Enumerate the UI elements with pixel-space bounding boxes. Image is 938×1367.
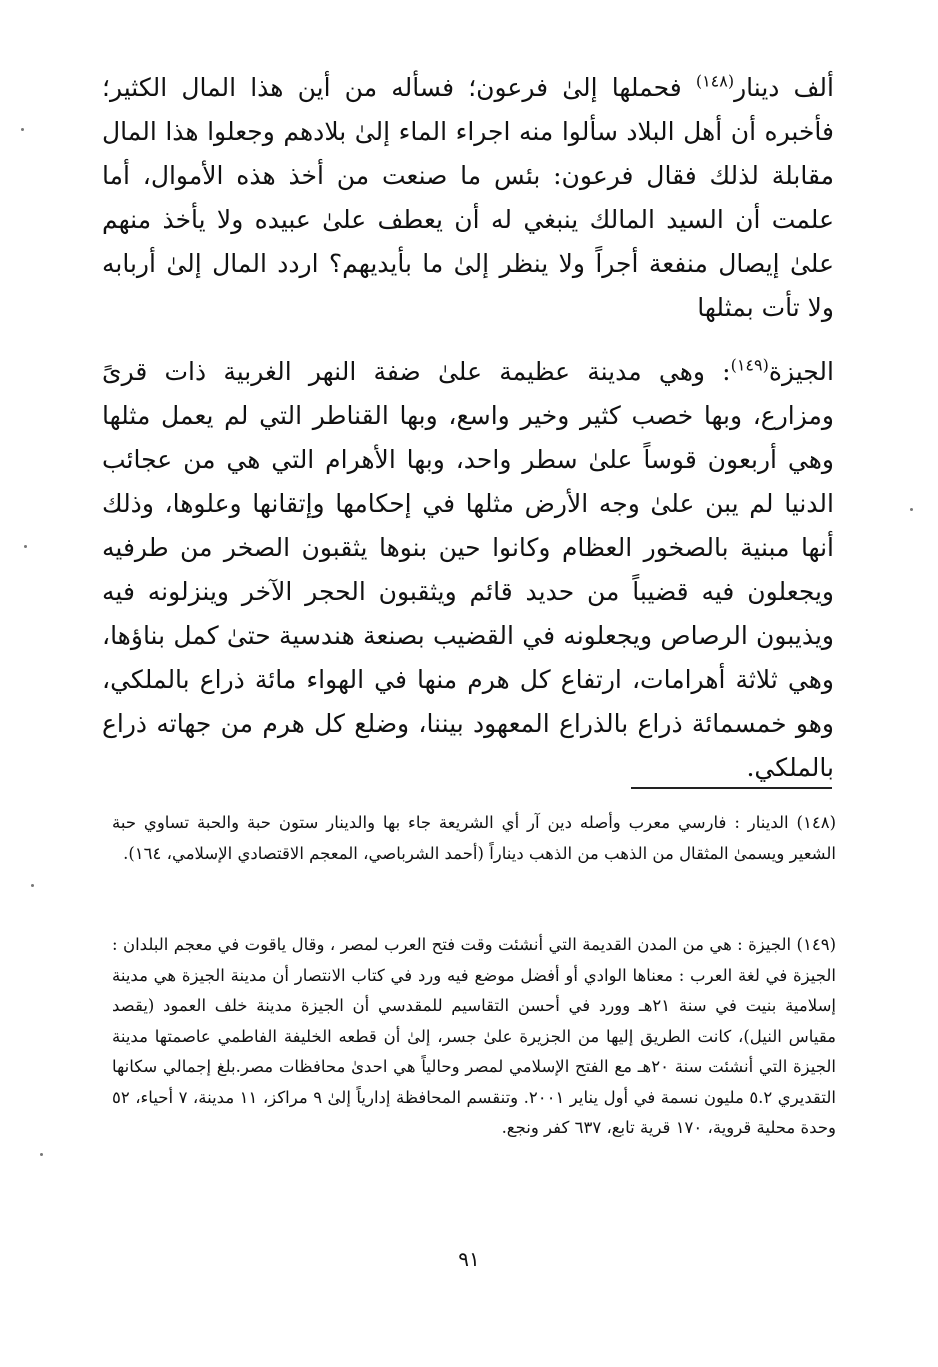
- page-number: ٩١: [458, 1247, 480, 1271]
- paragraph-1-start: ألف دينار: [734, 73, 834, 102]
- scan-speck: [24, 545, 27, 548]
- body-paragraph-2: [102, 350, 834, 790]
- footnote-ref-149[interactable]: (١٤٩): [730, 355, 769, 375]
- paragraph-1-text: فحملها إلىٰ فرعون؛ فسأله من أين هذا المال الكثير؛ فأخبره أن أهل البلاد سألوا منه اجراء الماء إلىٰ بلادهم وجعلوا هذا المال مقابلة لذلك فقال فرعون: بئس ما صنعت من أخذ هذه الأموال، أما علمت أن السيد المالك ينبغي له أن يعطف علىٰ عبيده ولا يأخذ منهم علىٰ إيصال منفعة أجراً ولا ينظر إلىٰ ما بأيديهم؟ اردد المال إلىٰ أربابه ولا تأت بمثلها: [102, 73, 834, 322]
- footnote-separator: [631, 787, 832, 789]
- scan-speck: [31, 884, 34, 887]
- paragraph-2-text: : وهي مدينة عظيمة علىٰ ضفة النهر الغربية ذات قرىً ومزارع، وبها خصب كثير وخير واسع، وبها القناطر التي لم يعمل مثلها وهي أربعون قوساً علىٰ سطر واحد، وبها الأهرام التي هي من عجائب الدنيا لم يبن علىٰ وجه الأرض مثلها في إحكامها وإتقانها وعلوها، وذلك أنها مبنية بالصخور العظام وكانوا حين بنوها يثقبون الصخر من طرفيه ويجعلون فيه قضيباً من حديد قائم ويثقبون الحجر الآخر وينزلونه فيه ويذيبون الرصاص ويجعلونه في القضيب بصنعة هندسية حتىٰ كمل بناؤها، وهي ثلاثة أهرامات، ارتفاع كل هرم منها في الهواء مائة ذراع بالملكي، وهو خمسمائة ذراع بالذراع المعهود بيننا، وضلع كل هرم من جهاته ذراع بالملكي.: [102, 357, 834, 782]
- scan-speck: [21, 128, 24, 131]
- footnote-148: (١٤٨) الدينار : فارسي معرب وأصله دين آر أي الشريعة جاء بها والدينار ستون حبة والحبة تساوي حبة الشعير ويسمىٰ المثقال من الذهب من الذهب ديناراً (أحمد الشرباصي، المعجم الاقتصادي الإسلامي، ١٦٤).: [112, 813, 836, 863]
- scan-speck: [40, 1153, 43, 1156]
- scan-speck: [910, 508, 913, 511]
- footnote-ref-148[interactable]: (١٤٨): [695, 71, 735, 91]
- body-paragraph-1: [102, 66, 834, 330]
- paragraph-2-start: الجيزة: [768, 357, 834, 386]
- footnote-149: (١٤٩) الجيزة : هي من المدن القديمة التي أنشئت وقت فتح العرب لمصر ، وقال ياقوت في معجم البلدان : الجيزة في لغة العرب : معناها الوادي أو أفضل موضع فيه ورد في كتاب الانتصار أن مدينة الجيزة هي مدينة إسلامية بنيت في سنة ٢١هـ وورد في أحسن التقاسيم للمقدسي أن الجيزة مدينة خلف العمود (يقصد مقياس النيل)، كانت الطريق إليها من الجزيرة علىٰ جسر، إلىٰ أن قطعه الخليفة الفاطمي عاصمتها مدينة الجيزة التي أنشئت سنة ٢٠هـ مع الفتح الإسلامي لمصر وحالياً هي احدىٰ محافظات مصر.بلغ إجمالي سكانها التقديري ٥.٢ مليون نسمة في أول يناير ٢٠٠١. وتنقسم المحافظة إدارياً إلىٰ ٩ مراكز، ١١ مدينة، ٧ أحياء، ٥٢ وحدة محلية قروية، ١٧٠ قرية تابع، ٦٣٧ كفر ونجع.: [112, 935, 836, 1137]
